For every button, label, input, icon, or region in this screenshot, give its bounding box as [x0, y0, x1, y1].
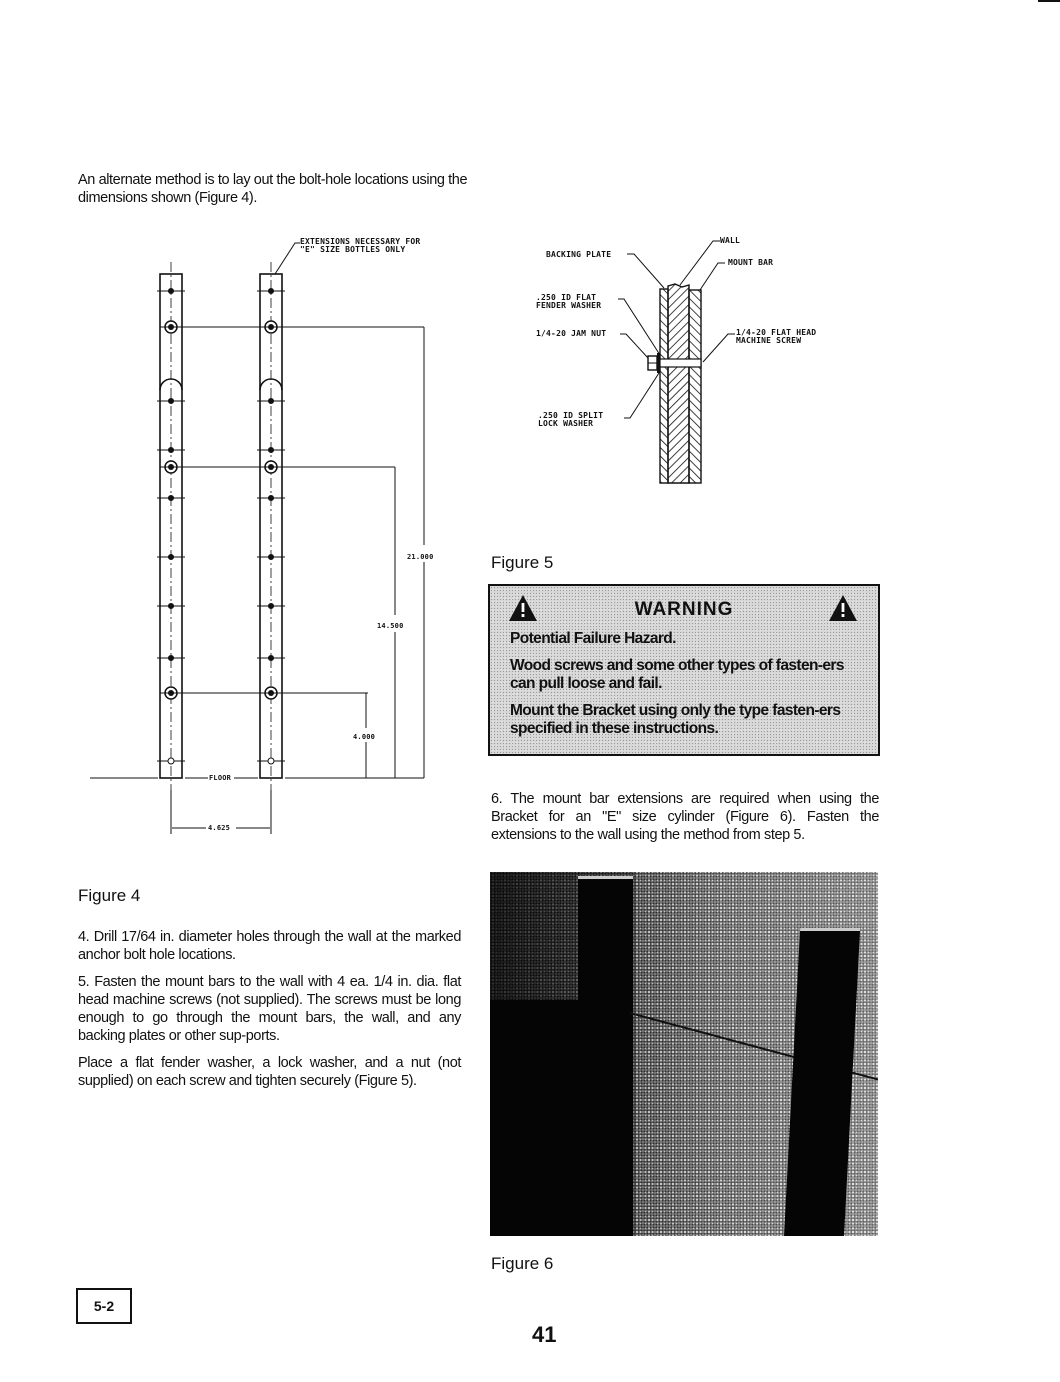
- extension-bar-right-photo: [784, 928, 860, 1236]
- label-lock-washer: [538, 412, 603, 428]
- label-wall: WALL: [720, 236, 741, 245]
- step-4: 4. Drill 17/64 in. diameter holes through the wall at the marked anchor bolt hole locations.: [78, 929, 461, 963]
- step-5: 5. Fasten the mount bars to the wall with 4 ea. 1/4 in. dia. flat head machine screws (not supplied). The screws must be long enough to go through the mount bars, the wall, and any backing plates or other sup-ports.: [78, 974, 461, 1044]
- step-5-continued: Place a flat fender washer, a lock washer, and a nut (not supplied) on each screw and tighten securely (Figure 5).: [78, 1055, 461, 1089]
- extensions-callout: [300, 238, 420, 254]
- label-machine-screw-line1: 1/4-20 FLAT HEAD: [736, 328, 817, 337]
- figure-5-drawing: [530, 228, 850, 490]
- page-number: 41: [532, 1322, 557, 1347]
- warning-title: WARNING: [634, 599, 734, 620]
- dimension-4: 4.000: [353, 733, 376, 741]
- step-6: 6. The mount bar extensions are required when using the Bracket for an "E" size cylinder (Figure 6). Fasten the extensions to the wall using the method from step 5.: [491, 791, 879, 843]
- figure-4-drawing: [80, 228, 440, 848]
- label-fender-washer: [536, 294, 601, 310]
- mount-bar-layout-diagram: [80, 228, 440, 848]
- figure-6-caption: Figure 6: [491, 1254, 554, 1273]
- intro-paragraph: An alternate method is to lay out the bolt-hole locations using the dimensions shown (Figure 4).: [78, 172, 468, 206]
- callout-line-2: "E" SIZE BOTTLES ONLY: [300, 245, 406, 254]
- label-mount-bar: MOUNT BAR: [728, 258, 774, 267]
- dimension-21: 21.000: [407, 553, 434, 561]
- warning-triangle-icon-right: [828, 594, 858, 627]
- figure-5-caption: Figure 5: [491, 553, 554, 572]
- label-fender-washer-line1: .250 ID FLAT: [536, 293, 597, 302]
- left-column-steps: [78, 928, 461, 1099]
- warning-body: [510, 630, 872, 738]
- figure-6-photo: [490, 872, 878, 1236]
- warning-fastener-line: Wood screws and some other types of fasten-ers can pull loose and fail.: [510, 657, 844, 692]
- extension-bar-left-photo: [578, 876, 633, 1236]
- label-jam-nut: 1/4-20 JAM NUT: [536, 329, 607, 338]
- fastener-cross-section-diagram: [530, 228, 850, 490]
- dimension-spacing: 4.625: [208, 824, 231, 832]
- label-lock-washer-line2: LOCK WASHER: [538, 419, 594, 428]
- edge-mark: [1038, 0, 1060, 2]
- section-badge: 5-2: [76, 1288, 132, 1324]
- callout-line-1: EXTENSIONS NECESSARY FOR: [300, 237, 421, 246]
- label-fender-washer-line2: FENDER WASHER: [536, 301, 602, 310]
- label-machine-screw: [736, 329, 816, 345]
- warning-box: [488, 584, 880, 756]
- dimension-14-5: 14.500: [377, 622, 404, 630]
- figure-4-caption: Figure 4: [78, 886, 141, 905]
- floor-label: FLOOR: [209, 774, 232, 782]
- label-lock-washer-line1: .250 ID SPLIT: [538, 411, 604, 420]
- label-machine-screw-line2: MACHINE SCREW: [736, 336, 802, 345]
- warning-hazard-line: Potential Failure Hazard.: [510, 630, 676, 647]
- label-backing-plate: BACKING PLATE: [546, 250, 612, 259]
- warning-instruction-line: Mount the Bracket using only the type fasten-ers specified in these instructions.: [510, 702, 841, 737]
